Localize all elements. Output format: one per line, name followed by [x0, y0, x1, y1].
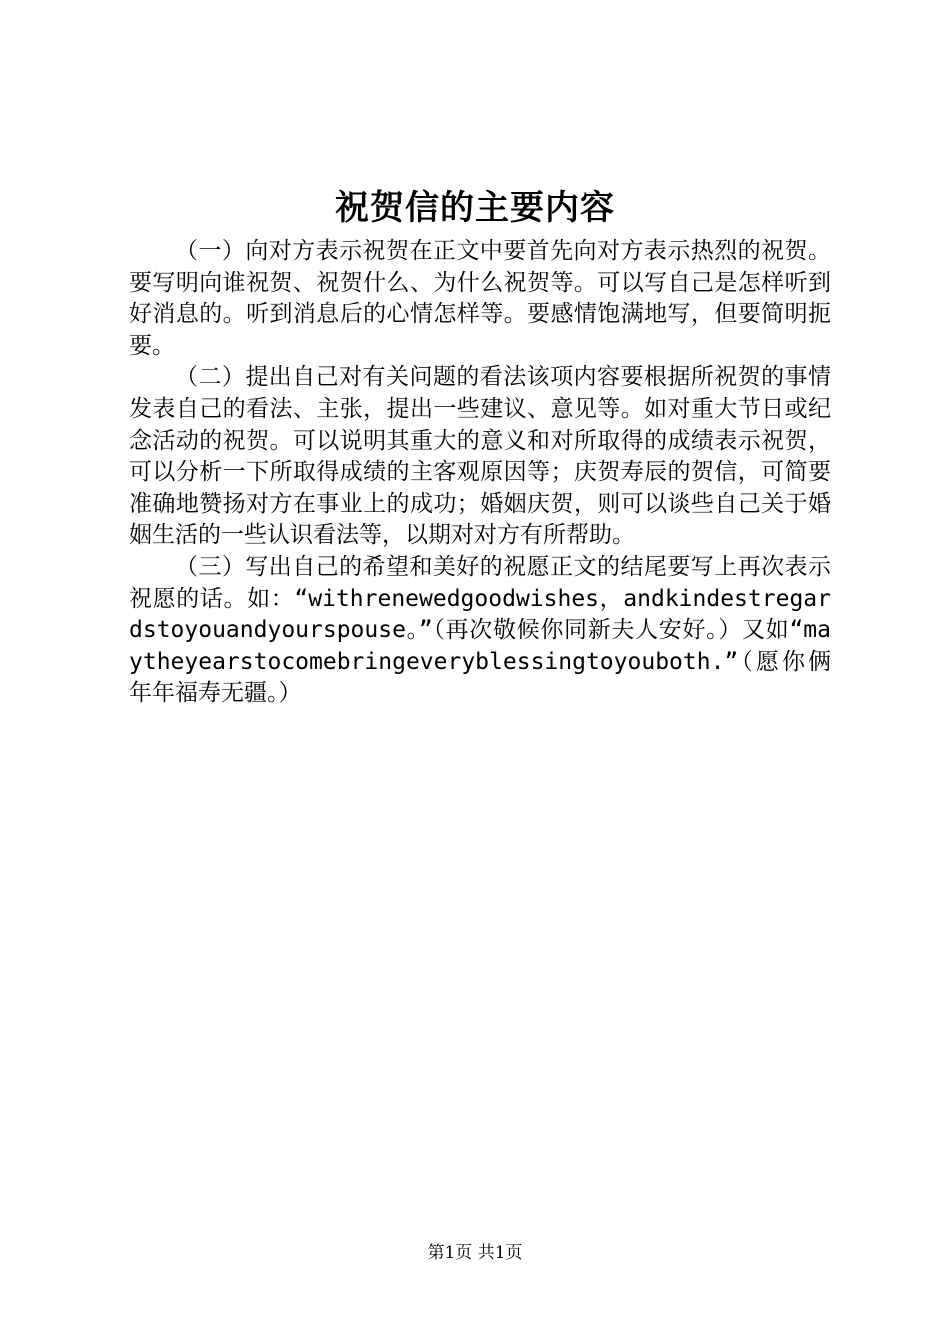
page-footer: 第1页 共1页 [427, 1243, 523, 1263]
paragraph-3: （三）写出自己的希望和美好的祝愿正文的结尾要写上再次表示祝愿的话。如：“withrenewedgoodwishes，andkindestregardstoyouandyourspouse。”（再次敬候你同新夫人安好。）又如“maytheyearstocomebringeveryblessingtoyouboth.”（愿你俩年年福寿无疆。） [129, 553, 831, 707]
paragraph-2: （二）提出自己对有关问题的看法该项内容要根据所祝贺的事情发表自己的看法、主张，提出一些建议、意见等。如对重大节日或纪念活动的祝贺。可以说明其重大的意义和对所取得的成绩表示祝贺，可以分析一下所取得成绩的主客观原因等；庆贺寿辰的贺信，可简要准确地赞扬对方在事业上的成功；婚姻庆贺，则可以谈些自己关于婚姻生活的一些认识看法等，以期对对方有所帮助。 [129, 364, 831, 549]
document-title: 祝贺信的主要内容 [335, 188, 615, 228]
paragraph-1: （一）向对方表示祝贺在正文中要首先向对方表示热烈的祝贺。要写明向谁祝贺、祝贺什么、为什么祝贺等。可以写自己是怎样听到好消息的。听到消息后的心情怎样等。要感情饱满地写，但要简明扼要。 [129, 238, 831, 359]
document-body [129, 236, 831, 710]
